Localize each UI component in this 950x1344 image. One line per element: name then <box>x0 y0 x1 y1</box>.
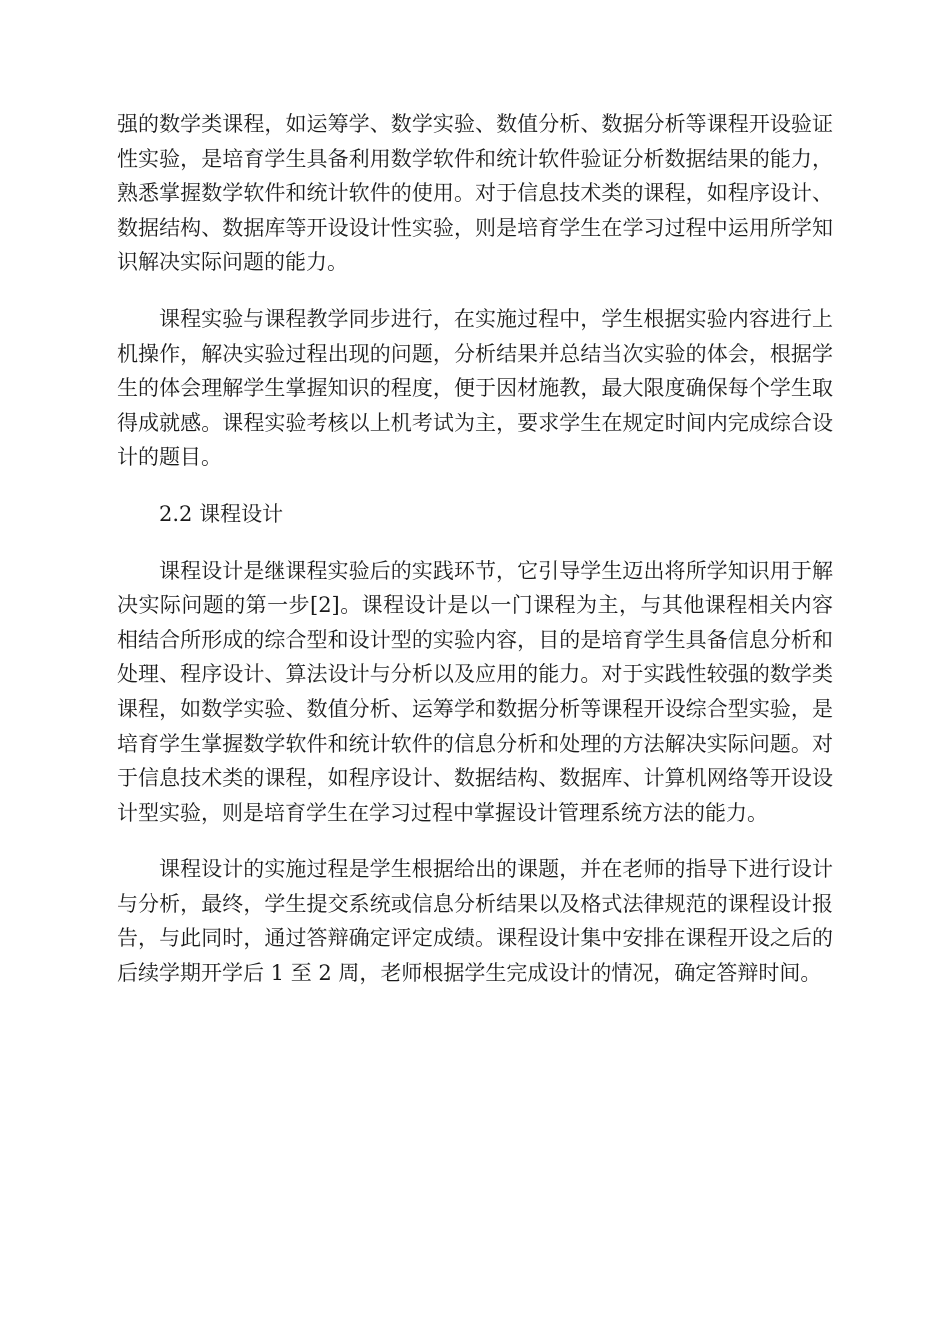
section-heading: 2.2 课程设计 <box>159 501 284 526</box>
paragraph-course-experiment: 课程实验与课程教学同步进行，在实施过程中，学生根据实验内容进行上机操作，解决实验过程出现的问题，分析结果并总结当次实验的体会，根据学生的体会理解学生掌握知识的程度，便于因材施教，最大限度确保每个学生取得成就感。课程实验考核以上机考试为主，要求学生在规定时间内完成综合设计的题目。 <box>117 306 833 470</box>
paragraph-continued: 强的数学类课程，如运筹学、数学实验、数值分析、数据分析等课程开设验证性实验，是培育学生具备利用数学软件和统计软件验证分析数据结果的能力，熟悉掌握数学软件和统计软件的使用。对于信息技术类的课程，如程序设计、数据结构、数据库等开设设计性实验，则是培育学生在学习过程中运用所学知识解决实际问题的能力。 <box>117 112 833 275</box>
document-body <box>117 107 833 1013</box>
paragraph-course-design-process: 课程设计的实施过程是学生根据给出的课题，并在老师的指导下进行设计与分析，最终，学生提交系统或信息分析结果以及格式法律规范的课程设计报告，与此同时，通过答辩确定评定成绩。课程设计集中安排在课程开设之后的后续学期开学后 1 至 2 周，老师根据学生完成设计的情况，确定答辩时间。 <box>117 857 833 986</box>
paragraph-course-design-intro: 课程设计是继课程实验后的实践环节，它引导学生迈出将所学知识用于解决实际问题的第一步[2]。课程设计是以一门课程为主，与其他课程相关内容相结合所形成的综合型和设计型的实验内容，目的是培育学生具备信息分析和处理、程序设计、算法设计与分析以及应用的能力。对于实践性较强的数学类课程，如数学实验、数值分析、运筹学和数据分析等课程开设综合型实验，是培育学生掌握数学软件和统计软件的信息分析和处理的方法解决实际问题。对于信息技术类的课程，如程序设计、数据结构、数据库、计算机网络等开设设计型实验，则是培育学生在学习过程中掌握设计管理系统方法的能力。 <box>117 558 833 825</box>
